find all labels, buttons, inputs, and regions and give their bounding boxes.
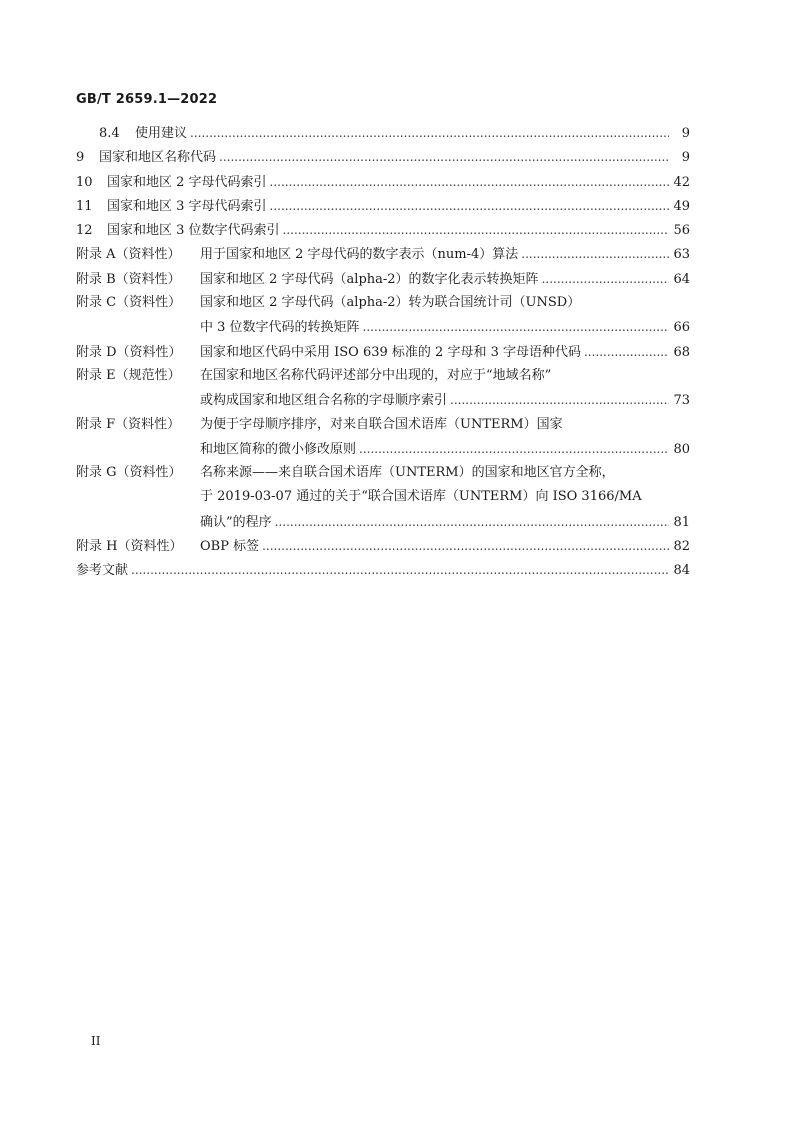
toc-page: 64 bbox=[673, 271, 690, 287]
toc-page: 80 bbox=[673, 441, 690, 457]
toc-entry-annex-g-continued-2[interactable] bbox=[76, 510, 690, 534]
toc-number: 10 bbox=[76, 174, 93, 190]
dot-leader bbox=[359, 437, 669, 461]
dot-leader bbox=[584, 340, 669, 364]
toc-page: 9 bbox=[681, 126, 690, 141]
dot-leader bbox=[262, 534, 669, 558]
document-header: GB/T 2659.1—2022 bbox=[76, 92, 218, 107]
dot-leader bbox=[283, 218, 669, 242]
dot-leader bbox=[131, 558, 669, 582]
toc-title: 名称来源——来自联合国术语库（UNTERM）的国家和地区官方全称， bbox=[200, 465, 615, 481]
toc-entry-annex-b[interactable] bbox=[76, 267, 690, 291]
annex-label: 附录 D（资料性） bbox=[76, 344, 182, 360]
toc-title-continued: 和地区简称的微小修改原则 bbox=[200, 441, 357, 457]
annex-label: 附录 B（资料性） bbox=[76, 271, 181, 287]
toc-page: 56 bbox=[673, 223, 690, 239]
toc-entry-annex-h[interactable] bbox=[76, 534, 690, 558]
toc-entry-annex-a[interactable] bbox=[76, 242, 690, 266]
toc-title: 用于国家和地区 2 字母代码的数字表示（num-4）算法 bbox=[200, 247, 519, 263]
toc-page: 84 bbox=[673, 563, 690, 579]
toc-title-continued: 于 2019-03-07 通过的关于“联合国术语库（UNTERM）向 ISO 3166/MA bbox=[200, 489, 642, 505]
toc-entry-annex-g[interactable] bbox=[76, 461, 690, 485]
dot-leader bbox=[521, 242, 669, 266]
toc-title-continued: 确认”的程序 bbox=[200, 514, 272, 530]
toc-number: 9 bbox=[76, 150, 85, 166]
toc-title: 国家和地区代码中采用 ISO 639 标准的 2 字母和 3 字母语种代码 bbox=[200, 344, 581, 360]
toc-page: 49 bbox=[673, 198, 690, 214]
toc-entry-references[interactable] bbox=[76, 558, 690, 582]
toc-entry-8-4[interactable] bbox=[76, 121, 690, 145]
toc-entry-9[interactable] bbox=[76, 145, 690, 169]
toc-number: 11 bbox=[76, 198, 93, 214]
toc-page: 82 bbox=[673, 539, 690, 555]
toc-page: 9 bbox=[681, 150, 690, 166]
toc-title: OBP 标签 bbox=[200, 539, 260, 555]
annex-label: 附录 H（资料性） bbox=[76, 539, 183, 555]
dot-leader bbox=[270, 170, 669, 194]
toc-title: 参考文献 bbox=[76, 563, 129, 579]
toc-entry-12[interactable] bbox=[76, 218, 690, 242]
toc-title: 为便于字母顺序排序，对来自联合国术语库（UNTERM）国家 bbox=[200, 416, 563, 432]
toc-title-continued: 或构成国家和地区组合名称的字母顺序索引 bbox=[200, 393, 448, 409]
toc-number: 12 bbox=[76, 223, 93, 239]
page-number: II bbox=[91, 1034, 101, 1048]
toc-title: 国家和地区 2 字母代码（alpha-2）转为联合国统计司（UNSD） bbox=[200, 295, 581, 311]
annex-label: 附录 G（资料性） bbox=[76, 465, 182, 481]
toc-title-continued: 中 3 位数字代码的转换矩阵 bbox=[200, 320, 360, 336]
toc-entry-11[interactable] bbox=[76, 194, 690, 218]
toc-entry-annex-e-continued[interactable] bbox=[76, 388, 690, 412]
toc-title: 国家和地区 3 字母代码索引 bbox=[107, 198, 267, 214]
toc-entry-annex-f-continued[interactable] bbox=[76, 437, 690, 461]
toc-entry-annex-c-continued[interactable] bbox=[76, 315, 690, 339]
toc-page: 73 bbox=[673, 393, 690, 409]
toc-page: 42 bbox=[673, 174, 690, 190]
toc-title: 国家和地区 3 位数字代码索引 bbox=[107, 223, 280, 239]
annex-label: 附录 A（资料性） bbox=[76, 247, 181, 263]
toc-entry-annex-e[interactable] bbox=[76, 364, 690, 388]
annex-label: 附录 E（规范性） bbox=[76, 367, 181, 383]
toc-number: 8.4 bbox=[99, 126, 120, 141]
dot-leader bbox=[219, 145, 669, 169]
dot-leader bbox=[190, 121, 669, 145]
toc-title: 国家和地区 2 字母代码（alpha-2）的数字化表示转换矩阵 bbox=[200, 271, 539, 287]
toc-page: 68 bbox=[673, 344, 690, 360]
dot-leader bbox=[450, 388, 669, 412]
toc-title: 在国家和地区名称代码评述部分中出现的，对应于“地域名称” bbox=[200, 367, 552, 383]
toc-page: 66 bbox=[673, 320, 690, 336]
toc-page: 63 bbox=[673, 247, 690, 263]
toc-title: 国家和地区 2 字母代码索引 bbox=[107, 174, 267, 190]
toc-entry-annex-f[interactable] bbox=[76, 413, 690, 437]
annex-label: 附录 C（资料性） bbox=[76, 295, 182, 311]
toc-entry-10[interactable] bbox=[76, 170, 690, 194]
dot-leader bbox=[270, 194, 669, 218]
annex-label: 附录 F（资料性） bbox=[76, 416, 181, 432]
toc-title: 使用建议 bbox=[135, 126, 188, 141]
dot-leader bbox=[542, 267, 669, 291]
dot-leader bbox=[275, 510, 669, 534]
toc-entry-annex-g-continued[interactable] bbox=[76, 485, 690, 509]
dot-leader bbox=[363, 315, 669, 339]
toc-entry-annex-c[interactable] bbox=[76, 291, 690, 315]
toc-page: 81 bbox=[673, 514, 690, 530]
table-of-contents bbox=[76, 121, 690, 583]
toc-entry-annex-d[interactable] bbox=[76, 340, 690, 364]
toc-title: 国家和地区名称代码 bbox=[99, 150, 217, 166]
